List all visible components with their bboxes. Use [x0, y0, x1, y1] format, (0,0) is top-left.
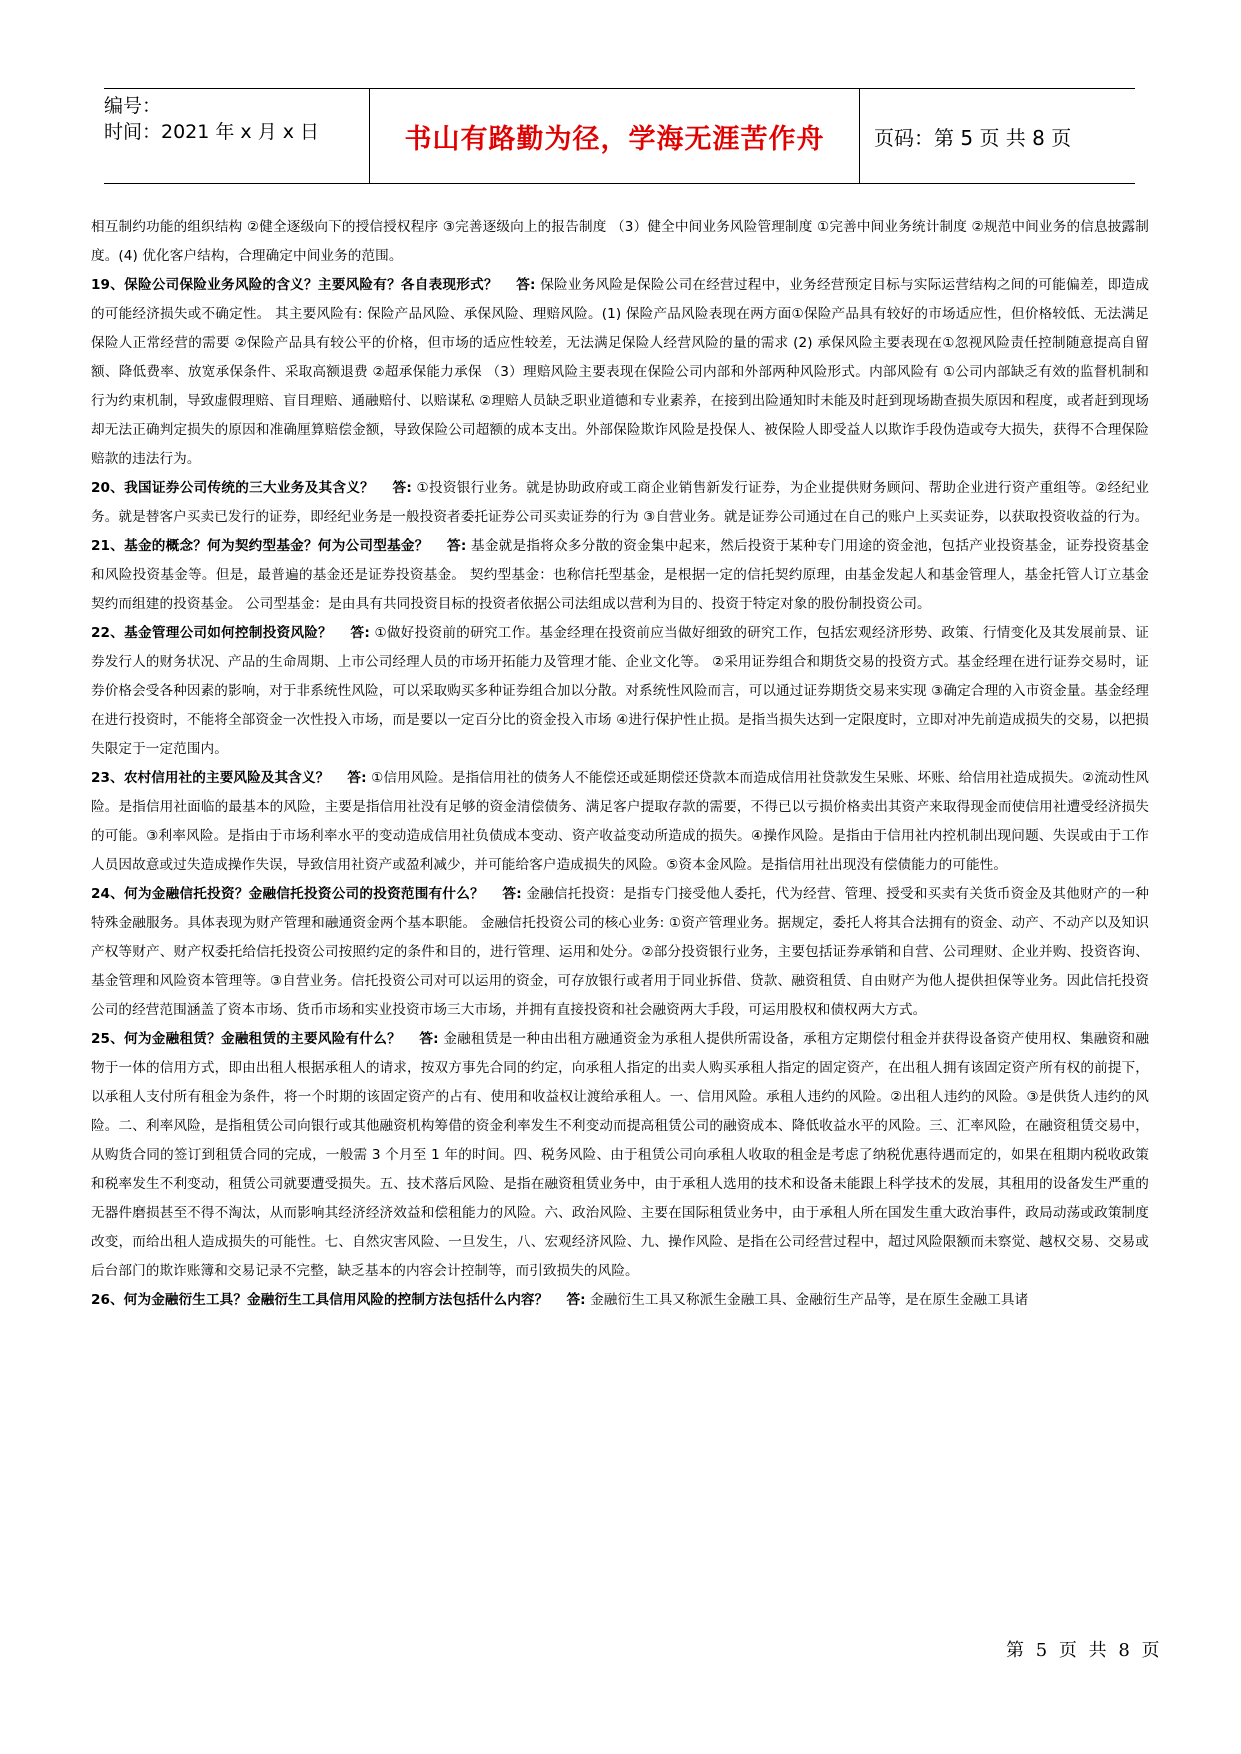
answer-text: 相互制约功能的组织结构 ②健全逐级向下的授信授权程序 ③完善逐级向上的报告制度 （3）健全中间业务风险管理制度 ①完善中间业务统计制度 ②规范中间业务的信息披露制度。(4) 优化客户结构，合理确定中间业务的范围。 [91, 219, 1149, 264]
page-footer: 第 5 页 共 8 页 [1006, 1640, 1163, 1661]
answer-label: 答: [347, 770, 367, 786]
question-title: 21、基金的概念？何为契约型基金？何为公司型基金？ [91, 538, 429, 554]
paragraph [91, 532, 1149, 619]
paragraph [91, 271, 1149, 474]
question-title: 25、何为金融租赁？金融租赁的主要风险有什么？ [91, 1031, 401, 1047]
answer-text: 保险业务风险是保险公司在经营过程中，业务经营预定目标与实际运营结构之间的可能偏差，即造成的可能经济损失或不确定性。 其主要风险有: 保险产品风险、承保风险、理赔风险。(1) 保险产品风险表现在两方面①保险产品具有较好的市场适应性，但价格较低、无法满足保险人正常经营的需要 ②保险产品具有较公平的价格，但市场的适应性较差，无法满足保险人经营风险的量的需求 (2) 承保风险主要表现在①忽视风险责任控制随意提高自留额、降低费率、放宽承保条件、采取高额退费 ②超承保能力承保 （3）理赔风险主要表现在保险公司内部和外部两种风险形式。内部风险有 ①公司内部缺乏有效的监督机制和行为约束机制，导致虚假理赔、盲目理赔、通融赔付、以赔谋私 ②理赔人员缺乏职业道德和专业素养，在接到出险通知时未能及时赶到现场勘查损失原因和程度，或者赶到现场却无法正确判定损失的原因和准确厘算赔偿金额，导致保险公司超额的成本支出。外部保险欺诈风险是投保人、被保险人即受益人以欺诈手段伪造或夸大损失，获得不合理保险赔款的违法行为。 [91, 277, 1150, 467]
header-info-cell [104, 89, 370, 183]
question-title: 24、何为金融信托投资？金融信托投资公司的投资范围有什么？ [91, 886, 484, 902]
answer-text: 金融衍生工具又称派生金融工具、金融衍生产品等，是在原生金融工具诸 [590, 1292, 1029, 1308]
paragraph [91, 619, 1149, 764]
answer-label: 答: [516, 277, 536, 293]
document-body [91, 213, 1149, 1315]
header-motto-cell [370, 89, 860, 183]
page-header [104, 88, 1135, 184]
answer-text: 金融租赁是一种由出租方融通资金为承租人提供所需设备，承租方定期偿付租金并获得设备资产使用权、集融资和融物于一体的信用方式，即由出租人根据承租人的请求，按双方事先合同的约定，向承租人指定的出卖人购买承租人指定的固定资产，在出租人拥有该固定资产所有权的前提下，以承租人支付所有租金为条件，将一个时期的该固定资产的占有、使用和收益权让渡给承租人。一、信用风险。承租人违约的风险。②出租人违约的风险。③是供货人违约的风险。二、利率风险，是指租赁公司向银行或其他融资机构筹借的资金利率发生不利变动而提高租赁公司的融资成本、降低收益水平的风险。三、汇率风险，在融资租赁交易中，从购货合同的签订到租赁合同的完成，一般需 3 个月至 1 年的时间。四、税务风险、由于租赁公司向承租人收取的租金是考虑了纳税优惠待遇而定的，如果在租期内税收政策和税率发生不利变动，租赁公司就要遭受损失。五、技术落后风险、是指在融资租赁业务中，由于承租人选用的技术和设备未能跟上科学技术的发展，其租用的设备发生严重的无器件磨损甚至不得不淘汰，从而影响其经济经济效益和偿租能力的风险。六、政治风险、主要在国际租赁业务中，由于承租人所在国发生重大政治事件，政局动荡或政策制度改变，而给出租人造成损失的可能性。七、自然灾害风险、一旦发生，八、宏观经济风险、九、操作风险、是指在公司经营过程中，超过风险限额而未察觉、越权交易、交易或后台部门的欺诈账簿和交易记录不完整，缺乏基本的内容会计控制等，而引致损失的风险。 [91, 1031, 1150, 1279]
paragraph [91, 474, 1149, 532]
paragraph [91, 213, 1149, 271]
number-label: 编号： [104, 95, 162, 117]
answer-text: ①投资银行业务。就是协助政府或工商企业销售新发行证券，为企业提供财务顾问、帮助企业进行资产重组等。②经纪业务。就是替客户买卖已发行的证券，即经纪业务是一般投资者委托证券公司买卖证券的行为 ③自营业务。就是证券公司通过在自己的账户上买卖证券，以获取投资收益的行为。 [91, 480, 1150, 525]
answer-text: 金融信托投资：是指专门接受他人委托，代为经营、管理、授受和买卖有关货币资金及其他财产的一种特殊金融服务。具体表现为财产管理和融通资金两个基本职能。 金融信托投资公司的核心业务: ①资产管理业务。据规定，委托人将其合法拥有的资金、动产、不动产以及知识产权等财产、财产权委托给信托投资公司按照约定的条件和目的，进行管理、运用和处分。②部分投资银行业务，主要包括证券承销和自营、公司理财、企业并购、投资咨询、基金管理和风险资本管理等。③自营业务。信托投资公司对可以运用的资金，可存放银行或者用于同业拆借、贷款、融资租赁、自由财产为他人提供担保等业务。因此信托投资公司的经营范围涵盖了资本市场、货币市场和实业投资市场三大市场，并拥有直接投资和社会融资两大手段，可运用股权和债权两大方式。 [91, 886, 1150, 1018]
answer-label: 答: [419, 1031, 439, 1047]
paragraph [91, 764, 1149, 880]
answer-label: 答: [566, 1292, 586, 1308]
answer-text: ①做好投资前的研究工作。基金经理在投资前应当做好细致的研究工作，包括宏观经济形势、政策、行情变化及其发展前景、证券发行人的财务状况、产品的生命周期、上市公司经理人员的市场开拓能力及管理才能、企业文化等。 ②采用证券组合和期货交易的投资方式。基金经理在进行证券交易时，证券价格会受各种因素的影响，对于非系统性风险，可以采取购买多种证券组合加以分散。对系统性风险而言，可以通过证券期货交易来实现 ③确定合理的入市资金量。基金经理在进行投资时，不能将全部资金一次性投入市场，而是要以一定百分比的资金投入市场 ④进行保护性止损。是指当损失达到一定限度时，立即对冲先前造成损失的交易，以把损失限定于一定范围内。 [91, 625, 1150, 757]
time-label: 时间：2021 年 x 月 x 日 [104, 121, 320, 143]
question-title: 19、保险公司保险业务风险的含义？主要风险有？各自表现形式？ [91, 277, 498, 293]
question-title: 22、基金管理公司如何控制投资风险？ [91, 625, 333, 641]
answer-label: 答: [392, 480, 412, 496]
answer-label: 答: [502, 886, 522, 902]
question-title: 23、农村信用社的主要风险及其含义？ [91, 770, 330, 786]
answer-label: 答: [350, 625, 370, 641]
paragraph [91, 1025, 1149, 1286]
page-label: 页码：第 5 页 共 8 页 [874, 125, 1072, 150]
paragraph [91, 1286, 1149, 1315]
answer-label: 答: [447, 538, 467, 554]
answer-text: ①信用风险。是指信用社的债务人不能偿还或延期偿还贷款本而造成信用社贷款发生呆账、坏账、给信用社造成损失。②流动性风险。是指信用社面临的最基本的风险，主要是指信用社没有足够的资金清偿债务、满足客户提取存款的需要，不得已以亏损价格卖出其资产来取得现金而使信用社遭受经济损失的可能。③利率风险。是指由于市场利率水平的变动造成信用社负债成本变动、资产收益变动所造成的损失。④操作风险。是指由于信用社内控机制出现问题、失误或由于工作人员因故意或过失造成操作失误，导致信用社资产或盈利减少，并可能给客户造成损失的风险。⑤资本金风险。是指信用社出现没有偿债能力的可能性。 [91, 770, 1149, 873]
answer-text: 基金就是指将众多分散的资金集中起来，然后投资于某种专门用途的资金池，包括产业投资基金，证券投资基金和风险投资基金等。但是，最普遍的基金还是证券投资基金。 契约型基金：也称信托型基金，是根据一定的信托契约原理，由基金发起人和基金管理人，基金托管人订立基金契约而组建的投资基金。 公司型基金：是由具有共同投资目标的投资者依据公司法组成以营利为目的、投资于特定对象的股份制投资公司。 [91, 538, 1150, 612]
paragraph [91, 880, 1149, 1025]
question-title: 20、我国证券公司传统的三大业务及其含义？ [91, 480, 374, 496]
header-page-cell [860, 89, 1135, 183]
motto-text: 书山有路勤为径，学海无涯苦作舟 [404, 123, 825, 155]
question-title: 26、何为金融衍生工具？金融衍生工具信用风险的控制方法包括什么内容？ [91, 1292, 549, 1308]
